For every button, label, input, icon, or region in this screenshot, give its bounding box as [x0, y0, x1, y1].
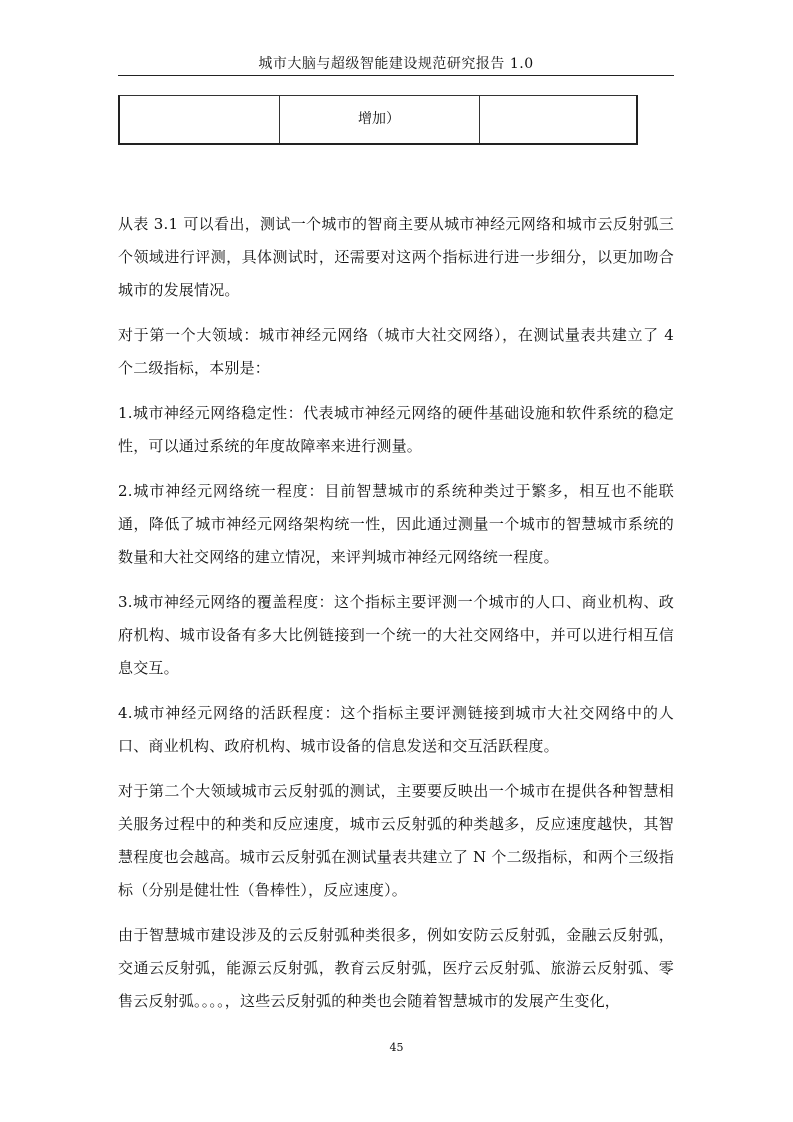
- paragraph: 3.城市神经元网络的覆盖程度：这个指标主要评测一个城市的人口、商业机构、政府机构、城市设备有多大比例链接到一个统一的大社交网络中，并可以进行相互信息交互。: [118, 593, 674, 677]
- running-header-title: 城市大脑与超级智能建设规范研究报告 1.0: [258, 56, 534, 72]
- continued-table: [118, 95, 638, 145]
- paragraph: 从表 3.1 可以看出，测试一个城市的智商主要从城市神经元网络和城市云反射弧三个领域进行评测，具体测试时，还需要对这两个指标进行进一步细分，以更加吻合城市的发展情况。: [118, 215, 674, 299]
- paragraph: 对于第二个大领域城市云反射弧的测试，主要要反映出一个城市在提供各种智慧相关服务过程中的种类和反应速度，城市云反射弧的种类越多，反应速度越快，其智慧程度也会越高。城市云反射弧在测试量表共建立了 N 个二级指标，和两个三级指标（分别是健壮性（鲁棒性），反应速度）。: [118, 782, 674, 899]
- paragraph: 2.城市神经元网络统一程度：目前智慧城市的系统种类过于繁多，相互也不能联通，降低了城市神经元网络架构统一性，因此通过测量一个城市的智慧城市系统的数量和大社交网络的建立情况，来评判城市神经元网络统一程度。: [118, 482, 674, 566]
- paragraph: 对于第一个大领域：城市神经元网络（城市大社交网络），在测试量表共建立了 4 个二级指标，本别是：: [118, 326, 674, 377]
- paragraph: 1.城市神经元网络稳定性：代表城市神经元网络的硬件基础设施和软件系统的稳定性，可以通过系统的年度故障率来进行测量。: [118, 404, 674, 455]
- header-divider: [118, 75, 674, 76]
- paragraph: 4.城市神经元网络的活跃程度：这个指标主要评测链接到城市大社交网络中的人口、商业机构、政府机构、城市设备的信息发送和交互活跃程度。: [118, 704, 674, 755]
- table-row: [119, 96, 637, 145]
- body-text: [118, 208, 674, 1030]
- table-cell: [479, 96, 637, 145]
- page-number: 45: [389, 1041, 404, 1054]
- table-cell: [119, 96, 279, 145]
- table-cell: 增加）: [279, 96, 479, 145]
- paragraph: 由于智慧城市建设涉及的云反射弧种类很多，例如安防云反射弧，金融云反射弧，交通云反射弧，能源云反射弧，教育云反射弧，医疗云反射弧、旅游云反射弧、零售云反射弧。。。。，这些云反射弧的种类也会随着智慧城市的发展产生变化，: [118, 926, 674, 1010]
